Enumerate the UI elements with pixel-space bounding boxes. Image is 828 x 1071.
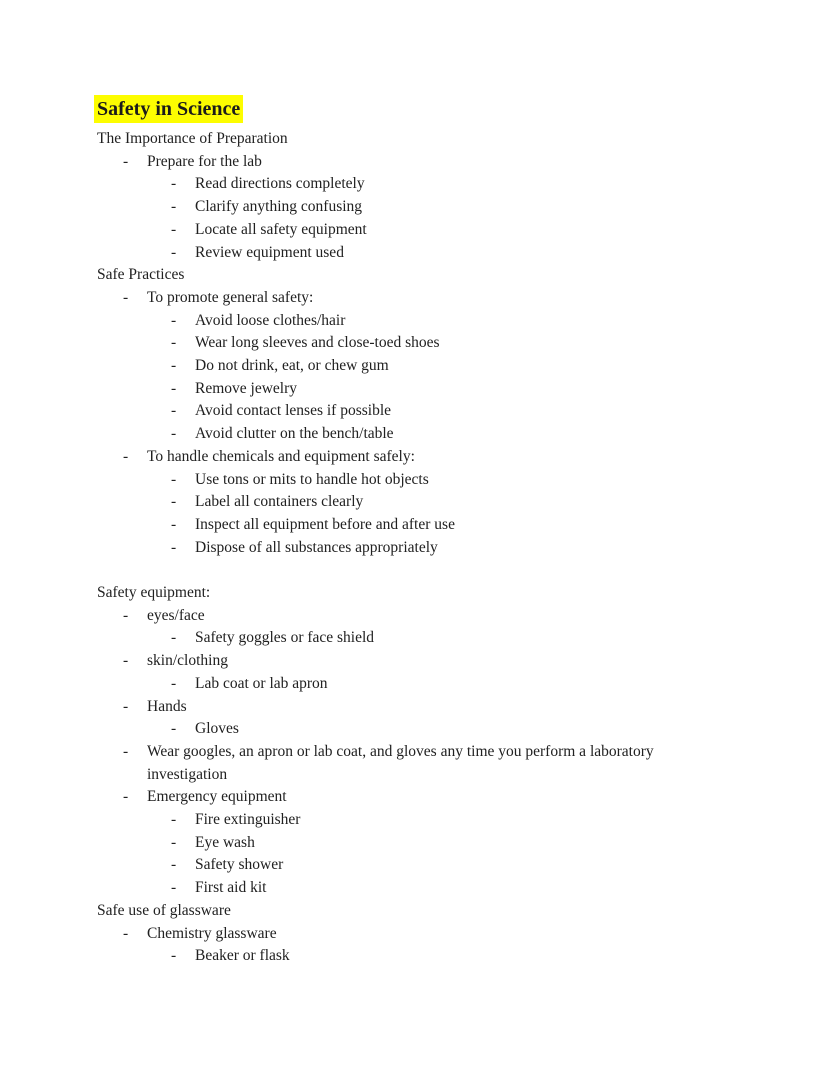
list-item — [97, 627, 731, 650]
line-text: Inspect all equipment before and after use — [195, 515, 455, 533]
list-item — [97, 423, 731, 446]
list-item — [97, 400, 731, 423]
dash-bullet: - — [171, 470, 177, 488]
list-item — [97, 945, 731, 968]
section-heading — [97, 582, 731, 605]
line-text: Remove jewelry — [195, 379, 298, 397]
line-text: To handle chemicals and equipment safely: — [147, 447, 415, 465]
section-heading — [97, 900, 731, 923]
dash-bullet: - — [171, 833, 177, 851]
dash-bullet: - — [171, 811, 177, 829]
line-text: Read directions completely — [195, 175, 365, 193]
line-text: Prepare for the lab — [147, 152, 262, 170]
dash-bullet: - — [123, 742, 129, 760]
list-item — [97, 673, 731, 696]
page-title: Safety in Science — [94, 95, 243, 123]
list-item — [97, 718, 731, 741]
line-text: Dispose of all substances appropriately — [195, 538, 438, 556]
line-text: skin/clothing — [147, 652, 228, 670]
dash-bullet: - — [123, 788, 129, 806]
line-text: Chemistry glassware — [147, 924, 277, 942]
line-text: Avoid loose clothes/hair — [195, 311, 346, 329]
list-item — [97, 173, 731, 196]
line-text: Avoid clutter on the bench/table — [195, 425, 394, 443]
list-item — [97, 469, 731, 492]
dash-bullet: - — [171, 220, 177, 238]
line-text: Label all containers clearly — [195, 493, 364, 511]
list-item — [97, 446, 731, 469]
line-text: Use tons or mits to handle hot objects — [195, 470, 429, 488]
dash-bullet: - — [171, 674, 177, 692]
dash-bullet: - — [171, 334, 177, 352]
line-text: Hands — [147, 697, 187, 715]
dash-bullet: - — [123, 697, 129, 715]
list-item — [97, 741, 731, 786]
dash-bullet: - — [171, 879, 177, 897]
list-item — [97, 923, 731, 946]
document-page — [97, 95, 731, 968]
line-text: Lab coat or lab apron — [195, 674, 328, 692]
dash-bullet: - — [171, 515, 177, 533]
line-text: Safety equipment: — [97, 584, 211, 602]
line-text: Review equipment used — [195, 243, 344, 261]
dash-bullet: - — [171, 311, 177, 329]
line-text: Emergency equipment — [147, 788, 287, 806]
dash-bullet: - — [123, 606, 129, 624]
line-text: Eye wash — [195, 833, 255, 851]
dash-bullet: - — [123, 447, 129, 465]
line-text: Fire extinguisher — [195, 811, 301, 829]
dash-bullet: - — [171, 357, 177, 375]
list-item — [97, 287, 731, 310]
list-item — [97, 491, 731, 514]
list-item — [97, 219, 731, 242]
notes-list — [97, 128, 731, 968]
dash-bullet: - — [123, 652, 129, 670]
dash-bullet: - — [171, 493, 177, 511]
dash-bullet: - — [171, 402, 177, 420]
line-text: The Importance of Preparation — [97, 130, 288, 147]
line-text: Locate all safety equipment — [195, 220, 367, 238]
dash-bullet: - — [123, 152, 129, 170]
line-text: eyes/face — [147, 606, 205, 624]
line-text: Gloves — [195, 720, 239, 738]
list-item — [97, 605, 731, 628]
section-heading — [97, 128, 731, 151]
list-item — [97, 696, 731, 719]
list-item — [97, 877, 731, 900]
dash-bullet: - — [171, 425, 177, 443]
line-text: To promote general safety: — [147, 288, 314, 306]
dash-bullet: - — [171, 198, 177, 216]
list-item — [97, 378, 731, 401]
list-item — [97, 151, 731, 174]
list-item — [97, 196, 731, 219]
dash-bullet: - — [171, 629, 177, 647]
dash-bullet: - — [171, 856, 177, 874]
dash-bullet: - — [171, 947, 177, 965]
line-text: Safety shower — [195, 856, 284, 874]
title-row — [97, 95, 731, 123]
dash-bullet: - — [123, 924, 129, 942]
list-item — [97, 809, 731, 832]
dash-bullet: - — [171, 538, 177, 556]
list-item — [97, 310, 731, 333]
list-item — [97, 514, 731, 537]
line-text: First aid kit — [195, 879, 267, 897]
dash-bullet: - — [171, 720, 177, 738]
line-text: Safe use of glassware — [97, 901, 231, 919]
list-item — [97, 355, 731, 378]
list-item — [97, 332, 731, 355]
blank-line — [97, 559, 731, 582]
list-item — [97, 832, 731, 855]
line-text: Safe Practices — [97, 266, 185, 284]
list-item — [97, 854, 731, 877]
list-item — [97, 242, 731, 265]
list-item — [97, 786, 731, 809]
line-text: Avoid contact lenses if possible — [195, 402, 392, 420]
list-item — [97, 537, 731, 560]
dash-bullet: - — [171, 175, 177, 193]
section-heading — [97, 264, 731, 287]
line-text: Do not drink, eat, or chew gum — [195, 357, 389, 375]
list-item — [97, 650, 731, 673]
line-text: Wear long sleeves and close-toed shoes — [195, 334, 440, 352]
line-text: Beaker or flask — [195, 947, 290, 965]
dash-bullet: - — [171, 379, 177, 397]
line-text: Clarify anything confusing — [195, 198, 363, 216]
dash-bullet: - — [123, 288, 129, 306]
line-text: Safety goggles or face shield — [195, 629, 375, 647]
line-text: Wear googles, an apron or lab coat, and gloves any time you perform a laboratory investigation — [147, 742, 654, 783]
dash-bullet: - — [171, 243, 177, 261]
